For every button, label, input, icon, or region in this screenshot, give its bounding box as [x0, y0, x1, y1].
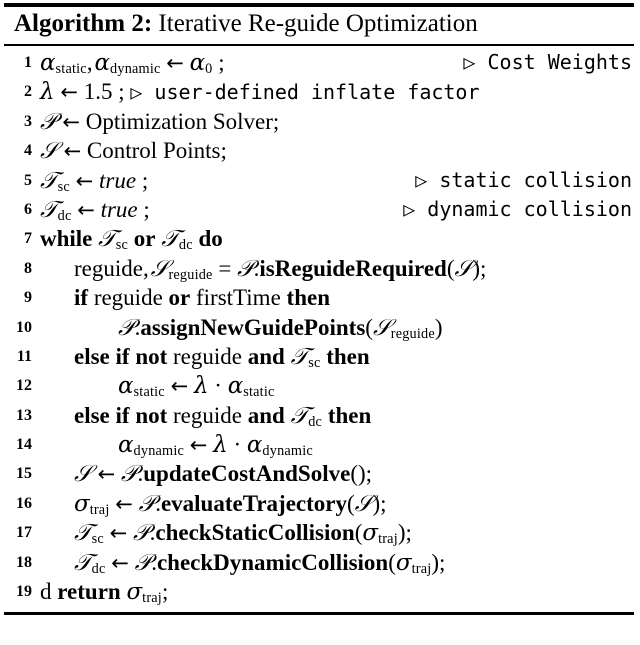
line-code: λ ← 1.5 ; ▷ user-defined inflate factor [40, 79, 480, 106]
line-number: 1 [24, 54, 32, 71]
line-code: 𝒯$_{dc}$ ← $𝒫.checkDynamicCollision(\sigma_{traj})$; [74, 549, 446, 577]
line-code: else if not reguide and 𝒯$_{sc}$ then [74, 343, 370, 372]
algorithm-line [4, 577, 634, 606]
line-code: 𝒯$_{dc}$ ← true ; [40, 196, 150, 225]
line-comment: ▷ dynamic collision [403, 196, 632, 221]
line-comment: ▷ Cost Weights [463, 50, 632, 74]
line-number: 6 [24, 200, 32, 218]
line-comment-inline: ▷ user-defined inflate factor [130, 80, 480, 105]
algorithm-number-label: Algorithm 2: [14, 10, 153, 37]
line-code: if reguide or firstTime then [74, 285, 330, 311]
algorithm-line [4, 224, 634, 253]
line-code: 𝒯$_{sc}$ ← $𝒫.checkStaticCollision(\sigma_{traj})$; [74, 520, 412, 548]
algorithm-line [4, 107, 634, 136]
algorithm-line [4, 548, 634, 577]
line-number: 15 [16, 465, 32, 483]
algorithm-line [4, 518, 634, 547]
line-number: 13 [16, 406, 32, 424]
line-number: 18 [16, 553, 32, 571]
algorithm-line [4, 459, 634, 488]
algorithm-line [4, 342, 634, 371]
algorithm-line [4, 77, 634, 106]
line-code: else if not reguide and 𝒯$_{dc}$ then [74, 402, 372, 430]
line-number: 17 [16, 524, 32, 542]
line-code: $\alpha_{static}$, $\alpha_{dynamic}$ ← $\alpha_0$ ; [40, 50, 225, 78]
algorithm-line [4, 48, 634, 77]
line-number: 14 [16, 436, 32, 454]
line-code: while 𝒯$_{sc}$ or 𝒯$_{dc}$ do [40, 226, 223, 254]
line-number: 3 [24, 112, 32, 130]
algorithm-title [4, 7, 634, 42]
line-number: 12 [16, 377, 32, 395]
line-number: 8 [24, 259, 32, 277]
algorithm-line [4, 430, 634, 459]
line-code: $\alpha_{static}$ ← $\lambda \cdot \alpha_{static}$ [118, 373, 275, 401]
algorithm-line [4, 489, 634, 518]
line-code: 𝒫.assignNewGuidePoints(𝒮$_{reguide}$) [118, 314, 443, 342]
line-number: 4 [24, 142, 32, 160]
algorithm-line [4, 283, 634, 312]
line-number: 9 [24, 289, 32, 307]
algorithm-line [4, 371, 634, 400]
line-code: 𝒮 ← Control Points; [40, 138, 227, 164]
line-code: d return $\sigma_{traj}$; [40, 579, 169, 607]
line-number: 10 [16, 318, 32, 336]
algorithm-block [0, 3, 640, 645]
line-number: 16 [16, 494, 32, 512]
algorithm-line [4, 195, 634, 224]
line-comment: ▷ static collision [415, 167, 632, 192]
algorithm-lines [4, 46, 634, 606]
line-code: $\alpha_{dynamic}$ ← $\lambda \cdot \alpha_{dynamic}$ [118, 432, 313, 460]
line-code: 𝒯$_{sc}$ ← true ; [40, 167, 149, 195]
algorithm-line [4, 136, 634, 165]
line-number: 11 [16, 347, 32, 365]
line-number: 5 [24, 171, 32, 189]
algorithm-line [4, 254, 634, 283]
line-number: 7 [24, 230, 32, 248]
line-code: reguide, 𝒮$_{reguide}$ = 𝒫.isReguideRequired(𝒮); [74, 255, 487, 283]
algorithm-line [4, 313, 634, 342]
line-code: 𝒮 ← 𝒫.updateCostAndSolve(); [74, 461, 373, 487]
algorithm-line [4, 166, 634, 195]
algorithm-line [4, 401, 634, 430]
line-number: 19 [16, 583, 32, 601]
algorithm-name-label: Iterative Re-guide Optimization [158, 10, 478, 37]
line-code: 𝒫 ← Optimization Solver; [40, 108, 280, 134]
line-code: $\sigma_{traj}$ ← 𝒫.evaluateTrajectory(𝒮); [74, 490, 387, 518]
line-number: 2 [24, 83, 32, 101]
